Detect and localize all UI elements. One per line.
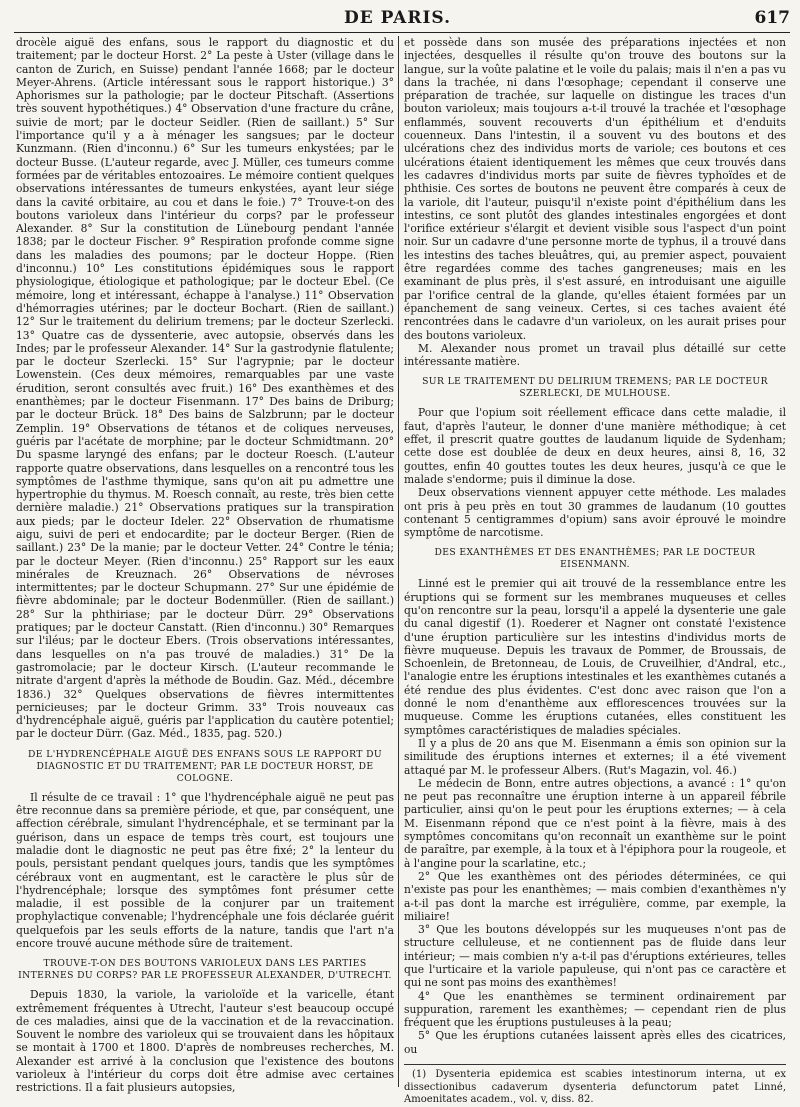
delirium-paragraph-1: Pour que l'opium soit réellement efficace dans cette maladie, il faut, d'après l'auteur, le donner d'une manière méthodique; à cet effet, il prescrit quatre gouttes de laudanum liquide de Sydenham; cette dose est doublée de deux en deux heures, ainsi 8, 16, 32 gouttes, enfin 40 gouttes toutes les deux heures, jusqu'à ce que le malade s'endorme; puis il diminue la dose. bbox=[404, 406, 786, 486]
page-header bbox=[14, 8, 790, 33]
section-heading-exanthemes: DES EXANTHÈMES ET DES ENANTHÈMES; PAR LE DOCTEUR EISENMANN. bbox=[434, 547, 756, 571]
exanthemes-paragraph-6: 4° Que les enanthèmes se terminent ordinairement par suppuration, rarement les exanthèmes; — cependant rien de plus fréquent que les éruptions pustuleuses à la peau; bbox=[404, 989, 786, 1030]
exanthemes-paragraph-2: Il y a plus de 20 ans que M. Eisenmann a émis son opinion sur la similitude des éruptions internes et externes; il a été vivement attaqué par M. le professeur Albers. (Rut's Magazin, vol. 46.) bbox=[404, 736, 786, 777]
exanthemes-paragraph-3: Le médecin de Bonn, entre autres objections, a avancé : 1° qu'on ne peut pas reconnaître une éruption interne à un appareil fébrile particulier, ainsi qu'on le peut pour les éruptions externes; — à cela M. Eisenmann répond que ce n'est point à la fièvre, mais à des symptômes concomitans qu'on reconnaît un exanthème sur le point de paraître, par exemple, à la toux et à l'épiphora pour la rougeole, et à l'angine pour la scarlatine, etc.; bbox=[404, 776, 786, 870]
page-number: 617 bbox=[754, 8, 790, 28]
section-heading-delirium-tremens: SUR LE TRAITEMENT DU DELIRIUM TREMENS; PAR LE DOCTEUR SZERLECKI, DE MULHOUSE. bbox=[422, 376, 768, 400]
section-heading-boutons-varioleux: TROUVE-T-ON DES BOUTONS VARIOLEUX DANS LES PARTIES INTERNES DU CORPS? PAR LE PROFESSEUR ALEXANDER, D'UTRECHT. bbox=[18, 958, 392, 982]
exanthemes-paragraph-4: 2° Que les exanthèmes ont des périodes déterminées, ce qui n'existe pas pour les enanthèmes; — mais combien d'exanthèmes n'y a-t-il pas dont la marche est irrégulière, comme, par exemple, la miliaire! bbox=[404, 869, 786, 923]
intro-paragraph: drocèle aiguë des enfans, sous le rapport du diagnostic et du traitement; par le docteur Horst. 2° La peste à Uster (village dans le canton de Zurich, en Suisse) pendant l'année 1668; par le docteur Meyer-Ahrens. (Article intéressant sous le rapport historique.) 3° Aphorismes sur la pathologie; par le docteur Pitschaft. (Assertions très souvent hypothétiques.) 4° Observation d'une fracture du crâne, suivie de mort; par le docteur Seidler. (Rien de saillant.) 5° Sur l'importance qu'il y a à ménager les sangsues; par le docteur Kunzmann. (Rien d'inconnu.) 6° Sur les tumeurs enkystées; par le docteur Busse. (L'auteur regarde, avec J. Müller, ces tumeurs comme formées par de véritables entozoaires. Le mémoire contient quelques observations intéressantes de tumeurs enkystées, ayant leur siége dans la cavité orbitaire, au cou et dans le foie.) 7° Trouve-t-on des boutons varioleux dans l'intérieur du corps? par le professeur Alexander. 8° Sur la constitution de Lünebourg pendant l'année 1838; par le docteur Fischer. 9° Respiration profonde comme signe dans les maladies des poumons; par le docteur Hoppe. (Rien d'inconnu.) 10° Les constitutions épidémiques sous le rapport physiologique, étiologique et pathologique; par le docteur Ebel. (Ce mémoire, long et intéressant, échappe à l'analyse.) 11° Observation d'hémorragies utérines; par le docteur Bochart. (Rien de saillant.) 12° Sur le traitement du delirium tremens; par le docteur Szerlecki. 13° Quatre cas de dyssenterie, avec autopsie, observés dans les Indes; par le professeur Alexander. 14° Sur la gastrodynie flatulente; par le docteur Szerlecki. 15° Sur l'agrypnie; par le docteur Lowenstein. (Ces deux mémoires, remarquables par une vaste érudition, seront consultés avec fruit.) 16° Des exanthèmes et des enanthèmes; par le docteur Fisenmann. 17° Des bains de Driburg; par le docteur Brück. 18° Des bains de Salzbrunn; par le docteur Zemplin. 19° Observations de tétanos et de coliques nerveuses, guéris par l'acétate de morphine; par le docteur Schmidtmann. 20° Du spasme laryngé des enfans; par le docteur Roesch. (L'auteur rapporte quatre observations, dans lesquelles on a rencontré tous les symptômes de l'asthme thymique, sans qu'on ait pu admettre une hypertrophie du thymus. M. Roesch connaît, au reste, très bien cette dernière maladie.) 21° Observations pratiques sur la transpiration aux pieds; par le docteur Ideler. 22° Observation de rhumatisme aigu, suivi de peri et endocardite; par le docteur Berger. (Rien de saillant.) 23° De la manie; par le docteur Vetter. 24° Contre le ténia; par le docteur Meyer. (Rien d'inconnu.) 25° Rapport sur les eaux minérales de Kreuznach. 26° Observations de névroses intermittentes; par le docteur Schupmann. 27° Sur une épidémie de fièvre abdominale; par le docteur Bodenmüller. (Rien de saillant.) 28° Sur la phthiriase; par le docteur Dürr. 29° Observations pratiques; par le docteur Canstatt. (Rien d'inconnu.) 30° Remarques sur l'iléus; par le docteur Ebers. (Trois observations intéressantes, dans lesquelles on n'a pas trouvé de maladies.) 31° De la gastromolacie; par le docteur Kirsch. (L'auteur recommande le nitrate d'argent d'après la méthode de Boudin. Gaz. Méd., décembre 1836.) 32° Quelques observations de fièvres intermittentes pernicieuses; par le docteur Grimm. 33° Trois nouveaux cas d'hydrencéphale aiguë, guéris par l'application du cautère potentiel; par le docteur Dürr. (Gaz. Méd., 1835, pag. 520.) bbox=[16, 36, 394, 741]
alexander-promise-paragraph: M. Alexander nous promet un travail plus détaillé sur cette intéressante matière. bbox=[404, 341, 786, 369]
exanthemes-paragraph-7: 5° Que les éruptions cutanées laissent après elles des cicatrices, ou bbox=[404, 1029, 786, 1056]
page-header-title: DE PARIS. bbox=[344, 8, 452, 28]
right-column bbox=[404, 36, 786, 1106]
exanthemes-paragraph-5: 3° Que les boutons développés sur les muqueuses n'ont pas de structure celluleuse, et ne contiennent pas de fluide dans leur intérieur; — mais combien n'y a-t-il pas d'éruptions extérieures, telles que l'urticaire et la variole papuleuse, qui n'ont pas ce caractère et qui ne sont pas moins des exanthèmes! bbox=[404, 923, 786, 990]
boutons-varioleux-paragraph: Depuis 1830, la variole, la varioloïde et la varicelle, étant extrêmement fréquentes à Utrecht, l'auteur s'est beaucoup occupé de ces maladies, ainsi que de la vaccination et de la revaccination. Souvent le nombre des varioleux qui se trouvaient dans les hôpitaux se montait à 1700 et 1800. D'après de nombreuses recherches, M. Alexander est arrivé à la conclusion que l'existence des boutons varioleux à l'intérieur du corps doit être admise avec certaines restrictions. Il a fait plusieurs autopsies, bbox=[16, 988, 394, 1095]
delirium-paragraph-2: Deux observations viennent appuyer cette méthode. Les malades ont pris à peu près en tout 30 grammes de laudanum (10 gouttes contenant 5 centigrammes d'opium) sans avoir éprouvé le moindre symptôme de narcotisme. bbox=[404, 486, 786, 540]
hydrencephale-paragraph: Il résulte de ce travail : 1° que l'hydrencéphale aiguë ne peut pas être reconnue dans sa première période, et que, par conséquent, une affection cérébrale, simulant l'hydrencéphale, et se terminant par la guérison, dans un espace de temps très court, est toujours une maladie dont le diagnostic ne peut pas être fixé; 2° la lenteur du pouls, persistant pendant quelques jours, tandis que les symptômes cérébraux vont en augmentant, est le caractère le plus sûr de l'hydrencéphale; lorsque des symptômes font présumer cette maladie, il est possible de la conjurer par un traitement prophylactique convenable; l'hydrencéphale une fois déclarée guérit quelquefois par les seuls efforts de la nature, tandis que l'art n'a encore trouvé aucune méthode sûre de traitement. bbox=[16, 790, 394, 950]
section-heading-hydrencephale: DE L'HYDRENCÉPHALE AIGUË DES ENFANS SOUS LE RAPPORT DU DIAGNOSTIC ET DU TRAITEMENT; PAR LE DOCTEUR HORST, DE COLOGNE. bbox=[28, 748, 382, 784]
footnote-rule bbox=[404, 1064, 786, 1065]
column-divider bbox=[398, 36, 399, 1087]
left-column bbox=[16, 36, 394, 1095]
continuation-paragraph: et possède dans son musée des préparations injectées et non injectées, desquelles il résulte qu'on trouve des boutons sur la langue, sur la voûte palatine et le voile du palais; mais il n'en a pas vu dans la trachée, ni dans l'œsophage; cependant il conserve une préparation de trachée, sur laquelle on distingue les traces d'un bouton varioleux; mais toujours a-t-il trouvé la trachée et l'œsophage enflammés, souvent recouverts d'un épithélium et d'enduits couenneux. Dans l'intestin, il a souvent vu des boutons et des ulcérations chez des individus morts de variole; ces boutons et ces ulcérations étaient identiquement les mêmes que ceux trouvés dans les cadavres d'individus morts par suite de fièvres typhoïdes et de phthisie. Ces sortes de boutons ne peuvent être comparés à ceux de la variole, dit l'auteur, puisqu'il n'existe point d'épithélium dans les intestins, ce sont plutôt des glandes intestinales engorgées et dont l'orifice extérieur s'élargit et devient visible sous l'aspect d'un point noir. Sur un cadavre d'une personne morte de typhus, il a trouvé dans les intestins des taches bleuâtres, qui, au premier aspect, pouvaient être regardées comme des taches gangreneuses; mais en les examinant de plus près, il s'est assuré, en introduisant une aiguille par l'orifice central de la glande, qu'elles étaient formées par un épanchement de sang veineux. Certes, si ces taches avaient été rencontrées dans le cadavre d'un varioleux, on les aurait prises pour des boutons varioleux. bbox=[404, 36, 786, 342]
footnote: (1) Dysenteria epidemica est scabies intestinorum interna, ut ex dissectionibus cadaverum dysenteria defunctorum patet Linné, Amoenitates academ., vol. v, diss. 82. bbox=[404, 1069, 786, 1106]
exanthemes-paragraph-1: Linné est le premier qui ait trouvé de la ressemblance entre les éruptions qui se forment sur les membranes muqueuses et celles qu'on rencontre sur la peau, lorsqu'il a appelé la dysenterie une gale du canal digestif (1). Roederer et Nagner ont constaté l'existence d'une éruption particulière sur les intestins d'individus morts de fièvre muqueuse. Depuis les travaux de Pommer, de Broussais, de Schoenlein, de Bretonneau, de Louis, de Cruveilhier, d'Andral, etc., l'analogie entre les éruptions intestinales et les exanthèmes cutanés a été rendue des plus évidentes. C'est donc avec raison que l'on a donné le nom d'enanthème aux efflorescences trouvées sur la muqueuse. Comme les éruptions cutanées, elles constituent les symptômes caractéristiques de maladies spéciales. bbox=[404, 577, 786, 737]
